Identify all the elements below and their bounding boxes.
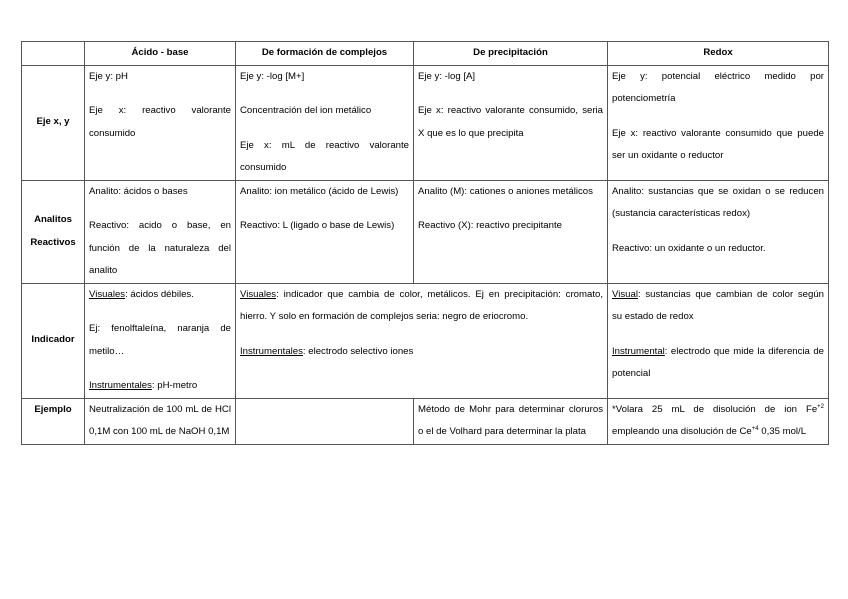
row-label-indicador: Indicador [22,283,85,398]
cell-indicador-acido-base: Visuales: ácidos débiles. Ej: fenolftaleína, naranja de metilo… Instrumentales: pH-metro [85,283,236,398]
cell-analitos-acido-base: Analito: ácidos o bases Reactivo: acido o base, en función de la naturaleza del analito [85,180,236,283]
row-label-ejemplo: Ejemplo [22,398,85,444]
header-acido-base: Ácido - base [85,42,236,66]
cell-ejemplo-redox: *Volara 25 mL de disolución de ion $Fe^{+2}$ empleando una disolución de $Ce^{+4}$ 0,35 mol/L [608,398,829,444]
header-row [22,42,829,66]
row-analitos [22,180,829,283]
header-redox: Redox [608,42,829,66]
cell-analitos-complejos: Analito: ion metálico (ácido de Lewis) Reactivo: L (ligado o base de Lewis) [236,180,414,283]
cell-ejes-redox: Eje y: potencial eléctrico medido por potenciometría Eje x: reactivo valorante consumido que puede ser un oxidante o reductor [608,65,829,180]
row-indicador [22,283,829,398]
header-precipitacion: De precipitación [414,42,608,66]
cell-ejes-acido-base: Eje y: pH Eje x: reactivo valorante consumido [85,65,236,180]
row-ejes [22,65,829,180]
cell-ejemplo-complejos [236,398,414,444]
cell-analitos-redox: Analito: sustancias que se oxidan o se reducen (sustancia características redox) Reactivo: un oxidante o un reductor. [608,180,829,283]
header-empty [22,42,85,66]
row-ejemplo [22,398,829,444]
header-complejos: De formación de complejos [236,42,414,66]
cell-ejes-complejos: Eje y: -log [M+] Concentración del ion metálico Eje x: mL de reactivo valorante consumido [236,65,414,180]
row-label-analitos: Analitos Reactivos [22,180,85,283]
cell-ejemplo-precipitacion: Método de Mohr para determinar cloruros o el de Volhard para determinar la plata [414,398,608,444]
cell-analitos-precipitacion: Analito (M): cationes o aniones metálicos Reactivo (X): reactivo precipitante [414,180,608,283]
comparison-table [21,41,829,445]
row-label-ejes: Eje x, y [22,65,85,180]
cell-ejes-precipitacion: Eje y: -log [A] Eje x: reactivo valorante consumido, seria X que es lo que precipita [414,65,608,180]
cell-indicador-complejos-precipitacion: Visuales: indicador que cambia de color, metálicos. Ej en precipitación: cromato, hierro. Y solo en formación de complejos seria: negro de eriocromo. Instrumentales: electrodo selectivo iones [236,283,608,398]
cell-indicador-redox: Visual: sustancias que cambian de color según su estado de redox Instrumental: electrodo que mide la diferencia de potencial [608,283,829,398]
cell-ejemplo-acido-base: Neutralización de 100 mL de HCl 0,1M con 100 mL de NaOH 0,1M [85,398,236,444]
